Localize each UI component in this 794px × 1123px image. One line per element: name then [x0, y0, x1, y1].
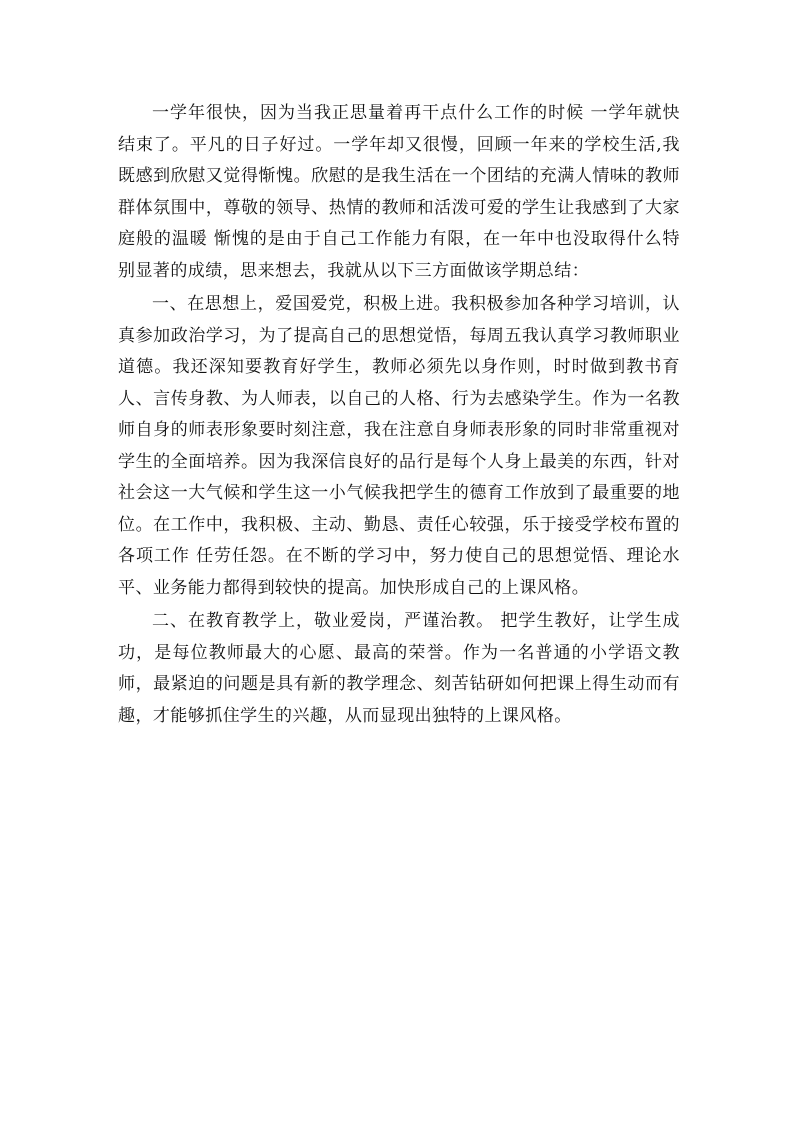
- paragraph-intro: 一学年很快，因为当我正思量着再干点什么工作的时候 一学年就快结束了。平凡的日子好过。一学年却又很慢，回顾一年来的学校生活,我既感到欣慰又觉得惭愧。欣慰的是我生活在一个团结的充满人情味的教师群体氛围中，尊敬的领导、热情的教师和活泼可爱的学生让我感到了大家庭般的温暖 惭愧的是由于自己工作能力有限，在一年中也没取得什么特别显著的成绩，思来想去，我就从以下三方面做该学期总结：: [118, 103, 680, 281]
- document-page: [118, 98, 680, 734]
- paragraph-teaching: 二、在教育教学上，敬业爱岗，严谨治教。 把学生教好，让学生成功，是每位教师最大的心愿、最高的荣誉。作为一名普通的小学语文教师，最紧迫的问题是具有新的教学理念、刻苦钻研如何把课上得生动而有趣，才能够抓住学生的兴趣，从而显现出独特的上课风格。: [118, 611, 680, 726]
- paragraph-ideology: 一、在思想上，爱国爱党，积极上进。我积极参加各种学习培训，认真参加政治学习，为了提高自己的思想觉悟，每周五我认真学习教师职业道德。我还深知要教育好学生，教师必须先以身作则，时时做到教书育人、言传身教、为人师表，以自己的人格、行为去感染学生。作为一名教师自身的师表形象要时刻注意，我在注意自身师表形象的同时非常重视对学生的全面培养。因为我深信良好的品行是每个人身上最美的东西，针对社会这一大气候和学生这一小气候我把学生的德育工作放到了最重要的地位。在工作中，我积极、主动、勤恳、责任心较强，乐于接受学校布置的各项工作 任劳任怨。在不断的学习中，努力使自己的思想觉悟、理论水平、业务能力都得到较快的提高。加快形成自己的上课风格。: [118, 294, 680, 598]
